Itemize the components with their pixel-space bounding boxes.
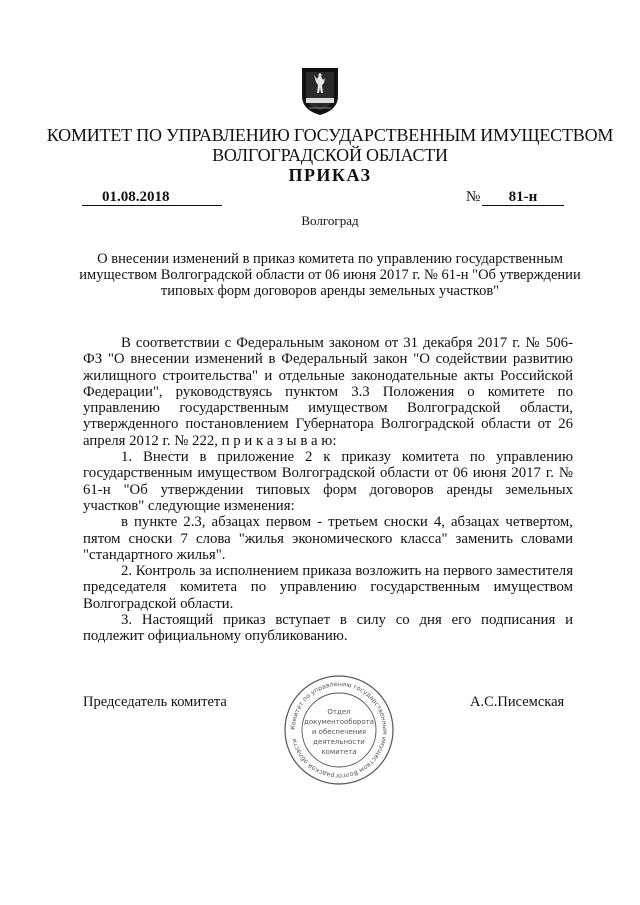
signer-title: Председатель комитета bbox=[83, 694, 227, 710]
organization-region: ВОЛГОГРАДСКОЙ ОБЛАСТИ bbox=[212, 145, 448, 165]
document-number: 81-н bbox=[482, 189, 564, 206]
official-stamp bbox=[283, 674, 395, 786]
body-paragraph: 1. Внести в приложение 2 к приказу комитета по управлению государственным имуществом Волгоградской области от 06 июня 2017 г. № 61-н "Об утверждении типовых форм договоров аренды земельных участков" следующие изменения: bbox=[83, 449, 573, 514]
document-subject: О внесении изменений в приказ комитета по управлению государственным имуществом Волгоградской области от 06 июня 2017 г. № 61-н "Об утверждении типовых форм договоров аренды земельных участков" bbox=[79, 251, 581, 299]
signer-name: А.С.Писемская bbox=[470, 694, 565, 710]
organization-name: КОМИТЕТ ПО УПРАВЛЕНИЮ ГОСУДАРСТВЕННЫМ ИМУЩЕСТВОМ bbox=[46, 125, 614, 145]
body-paragraph: в пункте 2.3, абзацах первом - третьем сноски 4, абзацах четвертом, пятом сноски 7 слова "жилья экономического класса" заменить словами "стандартного жилья". bbox=[83, 514, 573, 563]
stamp-center-line: Отдел bbox=[327, 708, 351, 716]
number-sign: № bbox=[466, 189, 481, 205]
document-body bbox=[83, 335, 573, 645]
stamp-center-line: деятельности bbox=[313, 738, 365, 746]
stamp-ring-text: Комитет по управлению государственным имуществом Волгоградской области bbox=[289, 680, 389, 780]
body-paragraph: В соответствии с Федеральным законом от 31 декабря 2017 г. № 506-ФЗ "О внесении изменений в Федеральный закон "О содействии развитию жилищного строительства" и отдельные законодательные акты Российской Федерации", руководствуясь пунктом 3.3 Положения о комитете по управлению государственным имуществом Волгоградской области, утвержденного постановлением Губернатора Волгоградской области от 26 апреля 2012 г. № 222, п р и к а з ы в а ю: bbox=[83, 335, 573, 449]
document-city: Волгоград bbox=[301, 213, 359, 228]
body-paragraph: 3. Настоящий приказ вступает в силу со дня его подписания и подлежит официальному опубликованию. bbox=[83, 612, 573, 645]
coat-of-arms-icon bbox=[299, 66, 341, 116]
document-type: ПРИКАЗ bbox=[288, 165, 372, 185]
document-date: 01.08.2018 bbox=[82, 189, 222, 206]
stamp-center-line: комитета bbox=[321, 748, 357, 756]
stamp-center-line: документооборота bbox=[304, 718, 374, 726]
stamp-center-line: и обеспечения bbox=[311, 728, 367, 736]
body-paragraph: 2. Контроль за исполнением приказа возложить на первого заместителя председателя комитета по управлению государственным имуществом Волгоградской области. bbox=[83, 563, 573, 612]
